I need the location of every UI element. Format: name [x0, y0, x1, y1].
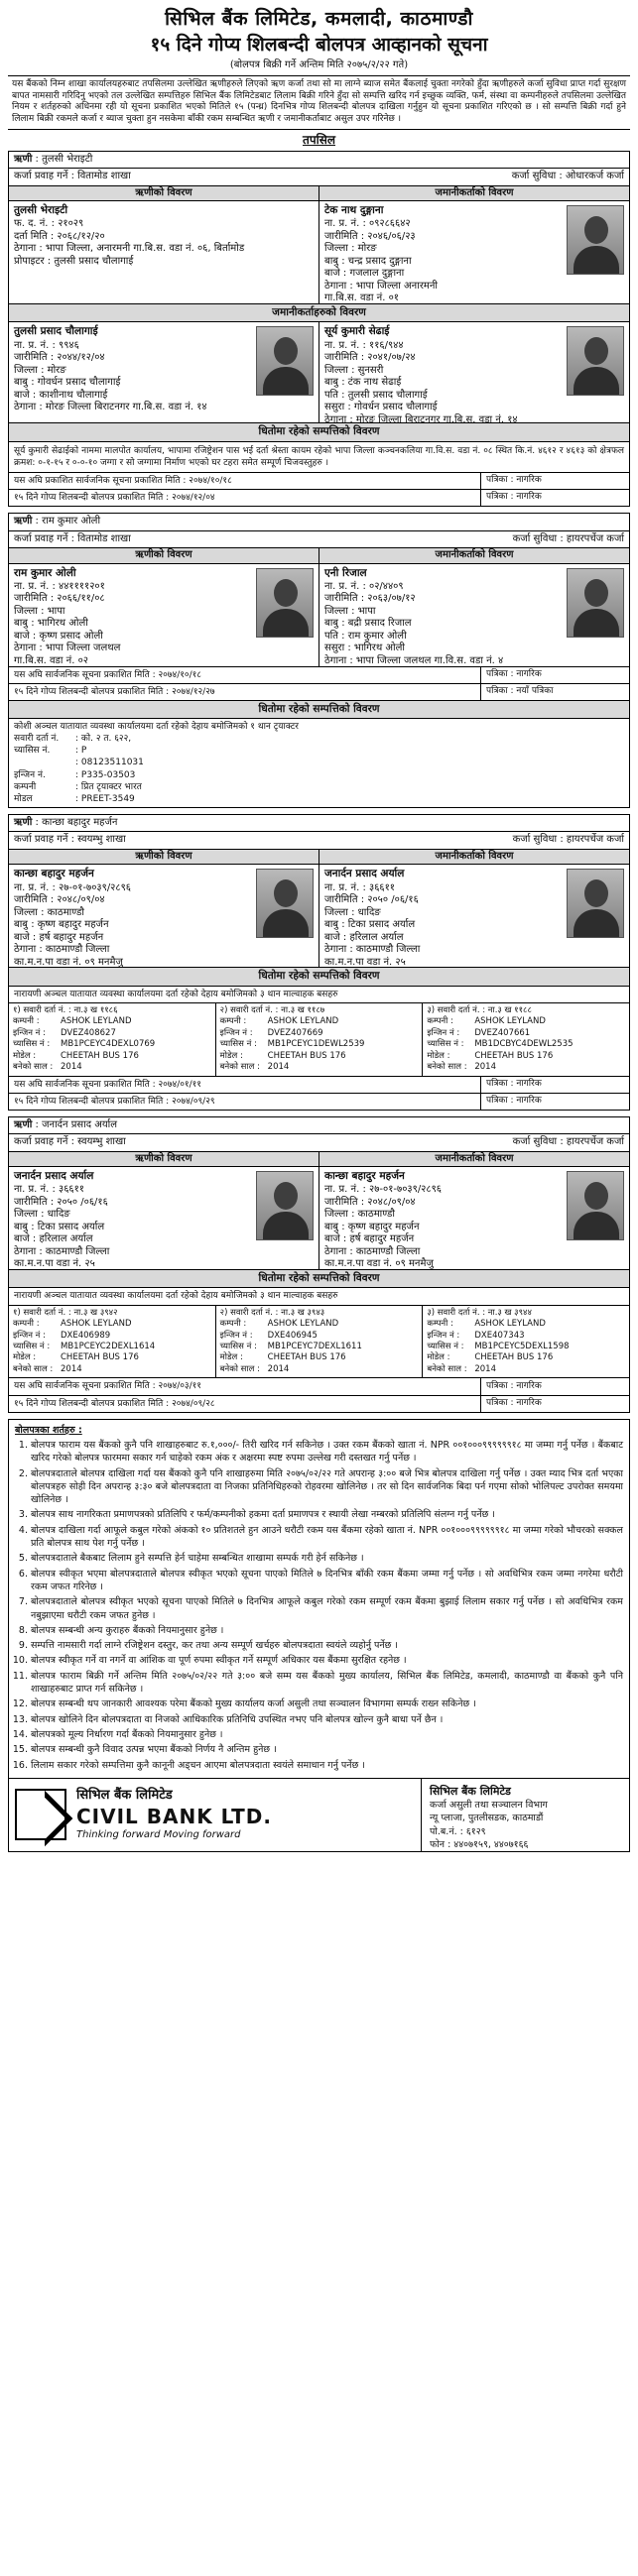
- case-3-borrower: कान्छा बहादुर महर्जन: [42, 816, 118, 828]
- term-item: 13. बोलपत्र खोलिने दिन बोलपत्रदाता वा निजको आधिकारिक प्रतिनिधि उपस्थित नभए पनि बोलपत्र खोल्न कुनै बाधा पर्ने छैन ।: [31, 1713, 623, 1726]
- vehicle-number: २) सवारी दर्ता नं. : ना.३ ख ११८७: [219, 1004, 325, 1015]
- footer-contact-title: सिभिल बैंक लिमिटेड: [430, 1784, 511, 1798]
- detail-line: बाजे : हरिलाल अर्याल: [324, 931, 404, 943]
- vehicle-intro: कोशी अञ्चल यातायात व्यवस्था कार्यालयमा दर्ता रहेको देहाय बमोजिमको १ थान टृयाक्टर: [14, 721, 299, 732]
- detail-line: बाबु : भागिरथ ओली: [14, 618, 88, 630]
- detail-line: का.म.न.पा वडा नं. २५: [14, 1258, 95, 1270]
- footer-bank-en: CIVIL BANK LTD.: [76, 1804, 272, 1828]
- vehicle-card: २) सवारी दर्ता नं. : ना.३ ख ११८७ कम्पनी : ASHOK LEYLAND इन्जिन नं : DVEZ407669 च्यासिस नं : MB1PCEYC1DEWL2539 मोडेल : CHEETAH BUS 176 बनेको साल : 2014: [215, 1003, 423, 1076]
- case-4-notice-1: [9, 1378, 629, 1395]
- vehicle-year: 2014: [267, 1062, 290, 1073]
- vehicle-row: [14, 745, 624, 757]
- detail-line: जारीमिति : २०४४/१२/०४: [14, 352, 105, 363]
- case-3-col-titles: [9, 850, 629, 866]
- terms-list: [15, 1439, 623, 1772]
- detail-line: बाजे : हरिलाल अर्याल: [14, 1233, 93, 1245]
- vehicle-year: 2014: [61, 1363, 82, 1374]
- notice-title: १५ दिने गोप्य शिलबन्दी बोलपत्र आव्हानको सूचना: [150, 33, 488, 56]
- detail-line: ना. प्र. नं. : ०२/४४०९: [324, 580, 404, 592]
- vehicle-company: ASHOK LEYLAND: [267, 1016, 339, 1027]
- vehicle-key: इन्जिन नं.: [14, 769, 46, 780]
- term-item: 1. बोलपत्र फाराम यस बैंकको कुनै पनि शाखाहरुबाट रु.१,०००/- तिरी खरिद गर्न सकिनेछ । उक्त रकम बैंकको खाता नं. NPR ००१०००९९९९९९१८ मा जम्मा गर्नु पर्नेछ । बैंकबाट खरिद गरेको बोलपत्र फारममा सकार गर्न चाहेको रकम अंक र अक्षरमा स्पष्ट रुपमा उल्लेख गरी दस्तखत गर्नु पर्नेछ ।: [31, 1439, 623, 1465]
- vehicle-card: २) सवारी दर्ता नं. : ना.३ ख ३९४३ कम्पनी : ASHOK LEYLAND इन्जिन नं : DXE406945 च्यासिस नं : MB1PCEYC7DEXL1611 मोडेल : CHEETAH BUS 176 बनेको साल : 2014: [215, 1306, 423, 1378]
- detail-line: जारीमिति : २०४१/०७/२४: [324, 352, 416, 363]
- label-facility: कर्जा सुविधा: [511, 171, 557, 182]
- detail-line: ठेगाना : भापा जिल्ला जलथल गा.वि.स. वडा नं. ४: [324, 654, 504, 666]
- detail-line: प्रोपाइटर : तुलसी प्रसाद चौलागाई: [14, 255, 134, 267]
- detail-line: बाबु : टंक नाथ सेढाई: [324, 377, 402, 388]
- case-1-branch: वितामोड शाखा: [77, 171, 131, 182]
- term-item: 10. बोलपत्र स्वीकृत गर्ने वा नगर्ने वा आंशिक वा पूर्ण रुपमा स्वीकृत गर्ने सम्पूर्ण अधिकार यस बैंकमा सुरक्षित रहनेछ ।: [31, 1654, 623, 1667]
- vehicle-key: मोडल: [14, 793, 33, 804]
- detail-line: जिल्ला : धादिङ: [14, 1209, 70, 1221]
- detail-line: ना. प्र. नं. : ११६/९४४: [324, 339, 404, 351]
- terms-section: [8, 1419, 630, 1779]
- vehicle-key: [14, 757, 75, 768]
- case-4-branch-bar: कर्जा प्रवाह गर्ने : स्वयम्भु शाखा कर्जा सुविधा : हायरपर्चेज कर्जा: [9, 1134, 629, 1152]
- guarantor-name: एनी रिजाल: [324, 566, 367, 579]
- borrower-photo: [256, 568, 314, 638]
- detail-line: ना. प्र. नं. : ३६६११: [14, 1184, 85, 1196]
- detail-line: ना. प्र. नं. : ३६६११: [324, 881, 396, 893]
- notice-text: यस अघि सार्वजनिक सूचना प्रकाशित मिति : २०७४/०३/११: [14, 1381, 201, 1392]
- term-item: 12. बोलपत्र सम्बन्धी थप जानकारी आवश्यक परेमा बैंकको मुख्य कार्यालय कर्जा असुली तथा सञ्चालन विभागमा सम्पर्क राख्न सकिनेछ ।: [31, 1698, 623, 1710]
- vehicle-year: 2014: [474, 1363, 496, 1374]
- detail-line: बाजे : हर्ष बहादुर महर्जन: [14, 931, 104, 943]
- collateral-title: धितोमा रहेको सम्पत्तिको विवरण: [9, 968, 629, 986]
- detail-line: जारीमिति : २०४८/०९/०४: [14, 894, 105, 906]
- vehicle-row: [14, 733, 624, 745]
- case-4-borrower-bar: ऋणी : जनार्दन प्रसाद अर्याल: [9, 1117, 629, 1135]
- detail-line: जारीमिति : २०५० /०६/१६: [324, 894, 419, 906]
- vehicle-company: ASHOK LEYLAND: [267, 1319, 339, 1330]
- borrower-name: जनार्दन प्रसाद अर्याल: [14, 1170, 94, 1183]
- term-item: 6. बोलपत्र स्वीकृत भएमा बोलपत्रदाताले बोलपत्र स्वीकृत भएको सूचना पाएको मितिले ७ दिनभित्र बाँकी रकम बैंकमा जम्मा गर्नु पर्नेछ । सो अवधिभित्र रकम जम्मा नगरेमा धरौटी रकम जफत गरिनेछ ।: [31, 1568, 623, 1594]
- notice-paper: पत्रिका : नागरिक: [480, 1094, 629, 1110]
- footer-contact-line: कर्जा असुली तथा सञ्चालन विभाग: [430, 1800, 548, 1812]
- vehicle-value: : PREET-3549: [75, 793, 135, 804]
- borrower-name: तुलसी भेराइटी: [14, 204, 68, 217]
- case-3-facility: हायरपर्चेज कर्जा: [566, 834, 624, 846]
- detail-line: बाजे : काशीनाथ चौलागाई: [14, 389, 108, 401]
- footer-brand: [9, 1779, 421, 1851]
- guarantor-photo: [567, 1171, 624, 1240]
- guarantor-name: कान्छा बहादुर महर्जन: [324, 1170, 405, 1183]
- case-2-col-titles: [9, 548, 629, 564]
- detail-line: जिल्ला : मोरङ: [14, 364, 66, 376]
- case-4-notice-2: [9, 1396, 629, 1412]
- civil-bank-logo-icon: [15, 1789, 66, 1840]
- terms-heading: बोलपत्रका शर्तहरु :: [15, 1424, 82, 1436]
- collateral-title: धितोमा रहेको सम्पत्तिको विवरण: [9, 423, 629, 441]
- vehicle-row: [14, 781, 624, 793]
- case-3-parties: [9, 865, 629, 968]
- label-facility: कर्जा सुविधा: [512, 532, 558, 544]
- term-item: 5. बोलपत्रदाताले बैकबाट लिलाम हुने सम्पत्ति हेर्न चाहेमा सम्बन्धित शाखामा सम्पर्क गरी हेर्न सकिनेछ ।: [31, 1552, 623, 1565]
- case-2-notice-1: [9, 667, 629, 684]
- case-4-guarantor-detail: [319, 1167, 629, 1269]
- vehicle-chassis: MB1DCBYC4DEWL2535: [474, 1039, 574, 1050]
- footer: [8, 1779, 630, 1852]
- case-3-branch-bar: कर्जा प्रवाह गर्ने : स्वयम्भु शाखा कर्जा सुविधा : हायरपर्चेज कर्जा: [9, 832, 629, 850]
- case-4-parties: [9, 1167, 629, 1270]
- detail-line: ठेगाना : भापा जिल्ला, अनारमनी गा.बि.स. वडा नं. ०६, बिर्तामोड: [14, 243, 245, 255]
- vehicle-model: CHEETAH BUS 176: [267, 1050, 346, 1061]
- vehicle-number: १) सवारी दर्ता नं. : ना.३ ख ११८६: [13, 1004, 118, 1015]
- vehicle-model: CHEETAH BUS 176: [474, 1050, 554, 1061]
- case-2-vehicle: [9, 719, 629, 807]
- vehicle-card: १) सवारी दर्ता नं. : ना.३ ख ३९४२ कम्पनी : ASHOK LEYLAND इन्जिन नं : DXE406989 च्यासिस नं : MB1PCEYC2DEXL1614 मोडेल : CHEETAH BUS 176 बनेको साल : 2014: [9, 1306, 215, 1378]
- collateral-title: धितोमा रहेको सम्पत्तिको विवरण: [9, 1270, 629, 1288]
- case-4-branch: स्वयम्भु शाखा: [77, 1136, 126, 1148]
- case-1-parties: [9, 201, 629, 304]
- guarantor-photo: [567, 205, 624, 275]
- vehicle-engine: DVEZ407661: [474, 1027, 531, 1038]
- guarantor-name: सूर्य कुमारी सेढाई: [324, 325, 390, 338]
- guarantor-name: टेक नाथ दुङ्गाना: [324, 204, 384, 217]
- borrower-name: राम कुमार ओली: [14, 566, 76, 579]
- detail-line: जारीमिति : २०६६/११/०८: [14, 593, 105, 605]
- case-2-branch: वितामोड शाखा: [77, 532, 131, 544]
- case-2: [8, 513, 630, 808]
- detail-line: पति : तुलसी प्रसाद चौलागाई: [324, 389, 428, 401]
- detail-line: जिल्ला : धादिङ: [324, 906, 381, 918]
- footer-contact-line: पो.ब.नं. : ६१२९: [430, 1825, 486, 1837]
- bank-line: सिभिल बैंक लिमिटेड, कमलादी, काठमाण्डौ: [165, 8, 473, 30]
- vehicle-card: ३) सवारी दर्ता नं. : ना.३ ख ११८८ कम्पनी : ASHOK LEYLAND इन्जिन नं : DVEZ407661 च्यासिस नं : MB1DCBYC4DEWL2535 मोडेल : CHEETAH BUS 176 बनेको साल : 2014: [422, 1003, 629, 1076]
- detail-line: ससुरा : गोवर्धन प्रसाद चौलागाई: [324, 402, 438, 412]
- vehicle-row: [14, 793, 624, 805]
- case-1: [8, 151, 630, 507]
- detail-line: जिल्ला : सुनसरी: [324, 364, 384, 376]
- detail-line: जारीमिति : २०४६/०६/२३: [324, 230, 416, 242]
- detail-line: बाबु : कृष्ण बहादुर महर्जन: [14, 919, 109, 931]
- detail-line: ठेगाना : काठमाण्डौ जिल्ला: [14, 944, 110, 956]
- case-1-col-titles: [9, 186, 629, 202]
- detail-line: ठेगाना : भापा जिल्ला जलथल: [14, 643, 121, 654]
- notice-text: यस अघि प्रकाशित सार्वजनिक सूचना प्रकाशित मिति : २०७४/१०/१८: [14, 475, 232, 486]
- detail-line: जिल्ला : भापा: [14, 605, 65, 617]
- case-3-branch: स्वयम्भु शाखा: [77, 834, 126, 846]
- notice-paper: पत्रिका : नयाँ पत्रिका: [480, 684, 629, 700]
- detail-line: ससुरा : भागिरथ ओली: [324, 643, 406, 654]
- borrower-name: कान्छा बहादुर महर्जन: [14, 868, 94, 880]
- case-2-notice-2: [9, 684, 629, 701]
- detail-line: दर्ता मिति : २०६८/१२/२०: [14, 230, 105, 242]
- label-borrower: ऋणी: [14, 153, 33, 165]
- detail-line: ठेगाना : काठमाण्डौ जिल्ला: [324, 944, 421, 956]
- case-1-borrower: तुलसी भेराइटी: [42, 153, 93, 165]
- term-item: 7. बोलपत्रदाताले बोलपत्र स्वीकृत भएको सूचना पाएको मितिले ७ दिनभित्र आफूले कबुल गरेको रकम सम्पूर्ण रकम बैंकमा बुझाई लिलाम सकार गर्नु पर्नेछ । सो अवधिभित्र रकम नबुझाएमा धरौटी रकम जफत हुनेछ ।: [31, 1595, 623, 1622]
- detail-line: ठेगाना : मोरङ जिल्ला बिराटनगर गा.बि.स. वडा नं. १४: [324, 413, 518, 425]
- detail-line: बाबु : गोवर्धन प्रसाद चौलागाई: [14, 377, 121, 388]
- case-4-vehicle-intro: नारायणी अञ्चल यातायात व्यवस्था कार्यालयमा दर्ता रहेको देहाय बमोजिमको ३ थान माल्वाहक बसहरु: [9, 1288, 629, 1305]
- schedule-label: तपसिल: [302, 132, 335, 147]
- case-2-branch-bar: कर्जा प्रवाह गर्ने : वितामोड शाखा कर्जा सुविधा : हायरपर्चेज कर्जा: [9, 531, 629, 549]
- detail-line: जिल्ला : मोरङ: [324, 243, 377, 255]
- footer-contact-line: न्यू प्लाजा, पुतलीसडक, काठमाडौं: [430, 1813, 544, 1824]
- detail-line: ना. प्र. नं. : ०९२८६६४२: [324, 218, 411, 230]
- case-3-guarantor-detail: [319, 865, 629, 967]
- notice-paper: पत्रिका : नागरिक: [480, 1378, 629, 1394]
- borrower-photo: [256, 1171, 314, 1240]
- term-item: 11. बोलपत्र फाराम बिक्री गर्ने अन्तिम मिति २०७५/०२/२२ गते ३:०० बजे सम्म यस बैंकको मुख्य कार्यालय, सिभिल बैंक लिमिटेड, कमलादी, काठमाण्डौ वा बैंकको कुनै पनि शाखाहरुबाट प्राप्त गर्न सकिनेछ ।: [31, 1670, 623, 1697]
- vehicle-chassis: MB1PCEYC5DEXL1598: [474, 1341, 570, 1351]
- label-branch: कर्जा प्रवाह गर्ने: [14, 834, 68, 846]
- vehicle-engine: DXE406989: [61, 1330, 111, 1341]
- case-2-facility: हायरपर्चेज कर्जा: [566, 532, 624, 544]
- term-item: 15. बोलपत्र सम्बन्धी कुनै विवाद उत्पन्न भएमा बैंकको निर्णय नै अन्तिम हुनेछ ।: [31, 1743, 623, 1756]
- guarantor-2: [319, 322, 629, 425]
- detail-line: का.म.न.पा वडा नं. २५: [324, 956, 406, 968]
- vehicle-value: : प्रित टृयाक्टर भारत: [75, 781, 142, 792]
- notice-text: १५ दिने गोप्य शिलबन्दी बोलपत्र प्रकाशित मिति : २०७४/०९/२९: [14, 1096, 215, 1107]
- term-item: 4. बोलपत्र दाखिला गर्दा आफूले कबुल गरेको अंकको १० प्रतिशतले हुन आउने धरौटी रकम यस बैंकमा रहेको खाता नं. NPR ००१०००९९९९९९१८ मा जम्मा गरेको भौचरको सक्कल प्रति बोलपत्र साथ पेश गर्नु पर्नेछ ।: [31, 1524, 623, 1551]
- detail-line: जारीमिति : २०४८/०९/०४: [324, 1196, 416, 1208]
- guarantors-title: जमानीकर्ताहरुको विवरण: [9, 304, 629, 322]
- detail-line: बाबु : टिका प्रसाद अर्याल: [14, 1221, 105, 1232]
- vehicle-value: : 08123511031: [75, 758, 144, 768]
- vehicle-year: 2014: [474, 1062, 496, 1073]
- vehicle-chassis: MB1PCEYC2DEXL1614: [61, 1341, 156, 1351]
- vehicle-key: कम्पनी: [14, 781, 37, 792]
- detail-line: का.म.न.पा वडा नं. ०९ मनमैजु: [14, 956, 123, 968]
- label-borrower: ऋणी: [14, 1118, 33, 1130]
- detail-line: ठेगाना : मोरङ जिल्ला बिराटनगर गा.बि.स. वडा नं. १४: [14, 402, 207, 412]
- guarantor-name: जनार्दन प्रसाद अर्याल: [324, 868, 405, 880]
- vehicle-model: CHEETAH BUS 176: [61, 1352, 139, 1363]
- notice-paper: पत्रिका : नागरिक: [480, 490, 629, 506]
- case-4-borrower-detail: [9, 1167, 319, 1269]
- detail-line: फ. द. नं. : २१०२९: [14, 218, 84, 230]
- notice-text: १५ दिने गोप्य शिलबन्दी बोलपत्र प्रकाशित मिति : २०७४/१२/२७: [14, 686, 215, 697]
- detail-line: जिल्ला : भापा: [324, 605, 376, 617]
- vehicle-company: ASHOK LEYLAND: [474, 1319, 546, 1330]
- detail-line: पति : राम कुमार ओली: [324, 630, 407, 642]
- case-4-vehicles: [9, 1306, 629, 1379]
- term-item: 2. बोलपत्रदाताले बोलपत्र दाखिला गर्दा यस बैंकको कुनै पनि शाखाहरुमा मिति २०७५/०२/२२ गते अपरान्ह ३:०० बजे भित्र बोलपत्र दाखिला गर्नु पर्नेछ । उक्त म्याद भित्र दर्ता भएका बोलपत्रहरु सोही दिन अपरान्ह ३:३० बजे बोलपत्रदाता वा निजका प्रतिनिधिहरुको रोहवरमा खोलिनेछ । तर सो दिन सार्वजनिक बिदा पर्न गएमा सोको भोलिपल्ट उपरोक्त समयमा खोलिनेछ ।: [31, 1467, 623, 1507]
- footer-bank-np: सिभिल बैंक लिमिटेड: [76, 1788, 173, 1804]
- detail-line: बाबु : कृष्ण बहादुर महर्जन: [324, 1221, 420, 1232]
- notice-text: यस अघि सार्वजनिक सूचना प्रकाशित मिति : २०७४/०१/११: [14, 1079, 201, 1090]
- case-3-vehicles: [9, 1003, 629, 1077]
- guarantor-name: तुलसी प्रसाद चौलागाई: [14, 325, 98, 338]
- notice-paper: पत्रिका : नागरिक: [480, 473, 629, 489]
- detail-line: ना. प्र. नं. : ९९४६: [14, 339, 79, 351]
- case-1-property: सूर्य कुमारी सेढाईको नाममा मालपोत कार्यालय, भापामा रजिष्ट्रेशन पास भई दर्ता श्रेस्ता कायम रहेको भापा जिल्ला कञ्चनकलिया गा.वि.स. वडा नं. ०८ स्थित कि.नं. ४६१२ र ४६१३ को क्षेत्रफल क्रमश: ०-१-१५ र ०-०-१० जग्गा र सो जग्गामा निर्माण भएको घर टहरा समेत सम्पूर्ण चिजवस्तुहरु ।: [9, 442, 629, 473]
- vehicle-company: ASHOK LEYLAND: [61, 1016, 132, 1027]
- guarantor-photo: [567, 568, 624, 638]
- case-3-borrower-detail: [9, 865, 319, 967]
- label-branch: कर्जा प्रवाह गर्ने: [14, 1136, 68, 1148]
- vehicle-company: ASHOK LEYLAND: [61, 1319, 132, 1330]
- vehicle-engine: DXE407343: [474, 1330, 525, 1341]
- guarantor-photo: [256, 326, 314, 396]
- case-1-branch-bar: कर्जा प्रवाह गर्ने : वितामोड शाखा कर्जा सुविधा : ओधारकर्ज कर्जा: [9, 169, 629, 186]
- vehicle-chassis: MB1PCEYC7DEXL1611: [267, 1341, 362, 1351]
- vehicle-engine: DVEZ408627: [61, 1027, 116, 1038]
- vehicle-company: ASHOK LEYLAND: [474, 1016, 546, 1027]
- notice-paper: पत्रिका : नागरिक: [480, 667, 629, 683]
- case-1-guarantor-detail: [319, 201, 629, 303]
- footer-tagline: Thinking forward Moving forward: [76, 1828, 241, 1840]
- detail-line: ठेगाना : काठमाण्डौ जिल्ला: [14, 1245, 110, 1257]
- case-4-facility: हायरपर्चेज कर्जा: [566, 1136, 624, 1148]
- footer-contact-line: फोन : ४४०७१५९, ४४०७१६६: [430, 1839, 529, 1851]
- term-item: 9. सम्पत्ति नामसारी गर्दा लाग्ने रजिष्ट्रेशन दस्तुर, कर तथा अन्य सम्पूर्ण खर्चहरु बोलपत्रदाता स्वयंले व्यहोर्नु पर्नेछ ।: [31, 1639, 623, 1652]
- notice-header: [8, 6, 630, 75]
- case-2-borrower-detail: [9, 564, 319, 666]
- detail-line: ठेगाना : भापा जिल्ला अनारमनी: [324, 280, 439, 292]
- borrower-details-title: ऋणीको विवरण: [9, 548, 319, 563]
- case-2-borrower-bar: ऋणी : राम कुमार ओली: [9, 514, 629, 531]
- guarantor-1: [9, 322, 319, 422]
- guarantor-photo: [567, 326, 624, 396]
- case-3-borrower-bar: ऋणी : कान्छा बहादुर महर्जन: [9, 815, 629, 833]
- label-facility: कर्जा सुविधा: [512, 834, 558, 846]
- notice-text: १५ दिने गोप्य शिलबन्दी बोलपत्र प्रकाशित मिति : २०७४/१२/०४: [14, 492, 215, 503]
- vehicle-number: १) सवारी दर्ता नं. : ना.३ ख ३९४२: [13, 1307, 118, 1318]
- case-3-vehicle-intro: नारायणी अञ्चल यातायात व्यवस्था कार्यालयमा दर्ता रहेको देहाय बमोजिमको ३ थान माल्वाहक बसहरु: [9, 987, 629, 1003]
- detail-line: बाजे : कृष्ण प्रसाद ओली: [14, 630, 103, 642]
- detail-line: ठेगाना : काठमाण्डौ जिल्ला: [324, 1245, 421, 1257]
- case-1-borrower-bar: ऋणी : तुलसी भेराइटी: [9, 152, 629, 170]
- guarantor-details-title: जमानीकर्ताको विवरण: [319, 548, 629, 563]
- footer-contact: [421, 1779, 629, 1851]
- detail-line: बाबु : बद्री प्रसाद रिजाल: [324, 618, 412, 630]
- notice-text: १५ दिने गोप्य शिलबन्दी बोलपत्र प्रकाशित मिति : २०७४/०९/२८: [14, 1398, 215, 1409]
- vehicle-chassis: MB1PCEYC1DEWL2539: [267, 1039, 365, 1050]
- vehicle-row: [14, 757, 624, 768]
- vehicle-value: : P: [75, 746, 87, 757]
- vehicle-card: ३) सवारी दर्ता नं. : ना.३ ख ३९४४ कम्पनी : ASHOK LEYLAND इन्जिन नं : DXE407343 च्यासिस नं : MB1PCEYC5DEXL1598 मोडेल : CHEETAH BUS 176 बनेको साल : 2014: [422, 1306, 629, 1378]
- borrower-details-title: ऋणीको विवरण: [9, 850, 319, 865]
- case-2-parties: [9, 564, 629, 667]
- detail-line: का.म.न.पा वडा नं. ०९ मनमैजु: [324, 1258, 434, 1270]
- term-item: 3. बोलपत्र साथ नागरिकता प्रमाणपत्रको प्रतिलिपि र फर्म/कम्पनीको हकमा दर्ता प्रमाणपत्र र स्थायी लेखा नम्बरको प्रतिलिपि संलग्न गर्नु पर्नेछ ।: [31, 1508, 623, 1521]
- vehicle-model: CHEETAH BUS 176: [267, 1352, 346, 1363]
- vehicle-model: CHEETAH BUS 176: [474, 1352, 554, 1363]
- label-branch: कर्जा प्रवाह गर्ने: [14, 532, 68, 544]
- detail-line: जारीमिति : २०५० /०६/१६: [14, 1196, 108, 1208]
- vehicle-card: १) सवारी दर्ता नं. : ना.३ ख ११८६ कम्पनी : ASHOK LEYLAND इन्जिन नं : DVEZ408627 च्यासिस नं : MB1PCEYC4DEXL0769 मोडेल : CHEETAH BUS 176 बनेको साल : 2014: [9, 1003, 215, 1076]
- label-borrower: ऋणी: [14, 816, 33, 828]
- term-item: 16. लिलाम सकार गरेको सम्पत्तिमा कुनै कानूनी अड्चन आएमा बोलपत्रदाता स्वयंले समाधान गर्नु पर्नेछ ।: [31, 1759, 623, 1772]
- detail-line: बाजे : हर्ष बहादुर महर्जन: [324, 1233, 415, 1245]
- detail-line: गा.बि.स. वडा नं. ०१: [324, 293, 399, 304]
- case-4: [8, 1116, 630, 1413]
- detail-line: बाबु : टिका प्रसाद अर्याल: [324, 919, 416, 931]
- vehicle-key: च्यासिस नं.: [14, 746, 51, 757]
- vehicle-number: ३) सवारी दर्ता नं. : ना.३ ख ११८८: [427, 1004, 532, 1015]
- case-4-borrower: जनार्दन प्रसाद अर्याल: [42, 1118, 118, 1130]
- guarantor-details-title: जमानीकर्ताको विवरण: [319, 1152, 629, 1167]
- case-3-notice-1: [9, 1077, 629, 1094]
- term-item: 8. बोलपत्र सम्बन्धी अन्य कुराहरु बैंकको नियमानुसार हुनेछ ।: [31, 1624, 623, 1637]
- case-4-col-titles: [9, 1152, 629, 1168]
- case-1-borrower-detail: [9, 201, 319, 303]
- detail-line: जिल्ला : काठमाण्डौ: [324, 1209, 395, 1221]
- notice-paper: पत्रिका : नागरिक: [480, 1077, 629, 1093]
- vehicle-engine: DXE406945: [267, 1330, 318, 1341]
- notice-paper: पत्रिका : नागरिक: [480, 1396, 629, 1412]
- detail-line: ना. प्र. नं. : २७-०१-७०३९/२८९६: [14, 881, 131, 893]
- case-1-notice-1: [9, 473, 629, 490]
- term-item: 14. बोलपत्रको मूल्य निर्धारण गर्दा बैंकको नियमानुसार हुनेछ ।: [31, 1728, 623, 1741]
- detail-line: गा.बि.स. वडा नं. ०२: [14, 654, 88, 666]
- label-branch: कर्जा प्रवाह गर्ने: [14, 171, 68, 182]
- case-2-guarantor-detail: [319, 564, 629, 666]
- vehicle-chassis: MB1PCEYC4DEXL0769: [61, 1039, 156, 1050]
- guarantor-photo: [567, 869, 624, 938]
- notice-text: यस अघि सार्वजनिक सूचना प्रकाशित मिति : २०७४/१०/१८: [14, 669, 201, 680]
- vehicle-engine: DVEZ407669: [267, 1027, 323, 1038]
- vehicle-key: सवारी दर्ता नं.: [14, 734, 60, 745]
- vehicle-model: CHEETAH BUS 176: [61, 1050, 139, 1061]
- case-3-notice-2: [9, 1094, 629, 1110]
- label-borrower: ऋणी: [14, 516, 33, 527]
- vehicle-number: ३) सवारी दर्ता नं. : ना.३ ख ३९४४: [427, 1307, 532, 1318]
- case-3: [8, 814, 630, 1111]
- vehicle-year: 2014: [61, 1062, 82, 1073]
- vehicle-year: 2014: [267, 1363, 290, 1374]
- detail-line: बाबु : चन्द्र प्रसाद दुङ्गाना: [324, 255, 412, 267]
- vehicle-value: : को. २ त. ६२२,: [75, 734, 132, 745]
- guarantor-details-title: जमानीकर्ताको विवरण: [319, 186, 629, 201]
- vehicle-value: : P335-03503: [75, 769, 136, 780]
- guarantor-details-title: जमानीकर्ताको विवरण: [319, 850, 629, 865]
- intro-paragraph: यस बैंकको निम्न शाखा कार्यालयहरुबाट तपसिलमा उल्लेखित ऋणीहरुले लिएको ऋण कर्जा तथा सो मा लाग्ने ब्याज समेत बैंकलाई चुक्ता नगरेको हुँदा ऋणीहरुले कर्जा सुविधा प्राप्त गर्दा सुरक्षण बापत नामसारी गरिदिनु भएको तल उल्लेखित सम्पत्तिहरु सिभिल बैंक लिमिटेडबाट लिलाम बिक्री गरिने हुँदा सो सम्पत्ति खरिद गर्न इच्छुक व्यक्ति, फर्म, संस्था वा कम्पनीहरुले तपसिलमा उल्लेखित नियम र शर्तहरुको अधिनमा रही यो सूचना प्रकाशित भएको मितिले १५ (पन्ध्र) दिनभित्र गोप्य शिलबन्दी बोलपत्र दाखिला गर्नुहुन यो सूचना प्रकाशित गरिएको छ । सो सम्पत्ति बिक्री गर्दा हुने लिलाम बिक्री रकमले कर्जा र ब्याज चुक्ता हुन नसकेमा बाँकी रकम सम्बन्धित ऋणी र जमानीकर्ताबाट असुल उपर गरिनेछ ।: [8, 75, 630, 130]
- borrower-details-title: ऋणीको विवरण: [9, 1152, 319, 1167]
- case-1-guarantors: [9, 322, 629, 423]
- notice-subtitle: (बोलपत्र बिक्री गर्ने अन्तिम मिति २०७५/२/२२ गते): [229, 59, 409, 70]
- case-2-borrower: राम कुमार ओली: [42, 516, 101, 527]
- vehicle-number: २) सवारी दर्ता नं. : ना.३ ख ३९४३: [219, 1307, 325, 1318]
- detail-line: ना. प्र. नं. : २७-०१-७०३९/२८९६: [324, 1184, 442, 1196]
- label-facility: कर्जा सुविधा: [512, 1136, 558, 1148]
- case-1-facility: ओधारकर्ज कर्जा: [565, 171, 624, 182]
- case-1-notice-2: [9, 490, 629, 506]
- borrower-details-title: ऋणीको विवरण: [9, 186, 319, 201]
- detail-line: बाजे : गजलाल दुङ्गाना: [324, 268, 405, 280]
- vehicle-row: [14, 769, 624, 781]
- borrower-photo: [256, 869, 314, 938]
- detail-line: ना. प्र. नं. : ४४११११२०१: [14, 580, 105, 592]
- collateral-title: धितोमा रहेको सम्पत्तिको विवरण: [9, 701, 629, 719]
- detail-line: जारीमिति : २०६३/०७/१२: [324, 593, 416, 605]
- detail-line: जिल्ला : काठमाण्डौ: [14, 906, 84, 918]
